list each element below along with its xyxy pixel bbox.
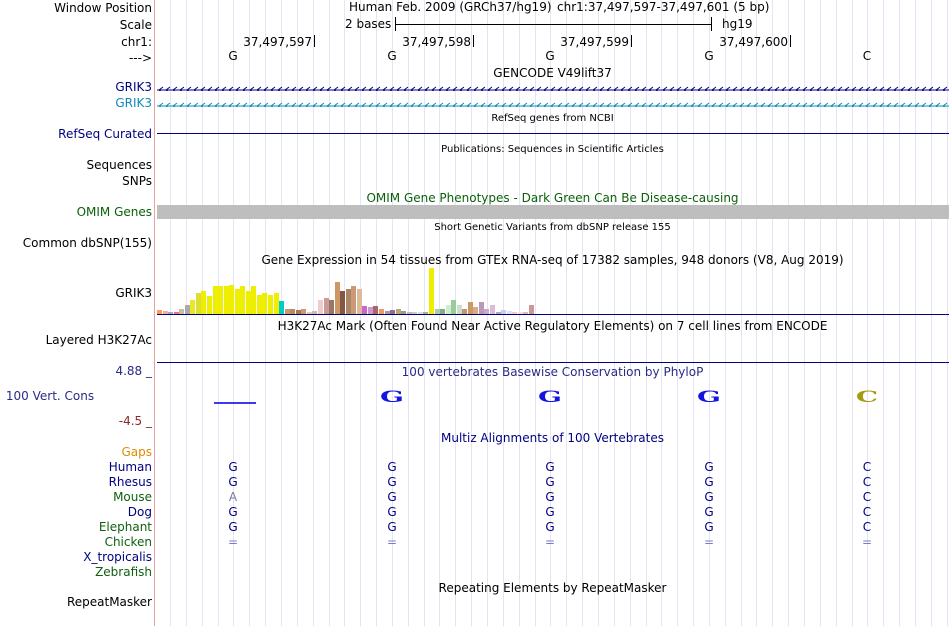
alignment-base: G [387,505,397,519]
track-label-grik3-gencode[interactable]: GRIK3 [115,80,152,94]
conservation-base: C [855,387,879,406]
db-name: hg19 [722,17,753,31]
ruler-position-label: 37,497,600 [719,35,788,49]
alignment-base: G [704,505,714,519]
alignment-base: = [386,535,398,549]
alignment-base: G [545,475,555,489]
gtex-track-title: Gene Expression in 54 tissues from GTEx RNA-seq of 17382 samples, 948 donors (V8, Aug 2019) [261,253,844,267]
alignment-base: = [544,535,556,549]
alignment-base: G [228,505,238,519]
alignment-base: G [704,520,714,534]
gtex-tissue-bar[interactable] [373,306,378,314]
alignment-base: C [862,490,872,504]
conservation-base: G [538,387,562,406]
gtex-tissue-bar[interactable] [362,306,367,314]
h3k27ac-baseline [157,362,949,363]
alignment-base: G [704,490,714,504]
gtex-tissue-bar[interactable] [190,300,195,314]
alignment-base: = [861,535,873,549]
scale-text: 2 bases [345,17,392,31]
gtex-tissue-bar[interactable] [218,286,223,314]
reference-base: C [862,49,872,63]
alignment-base: G [228,520,238,534]
gtex-baseline [157,314,949,315]
track-label-phylop[interactable]: 100 Vert. Cons [5,389,95,403]
alignment-base: C [862,505,872,519]
scale-bar-left-end [395,17,396,31]
phylop-min-label: -4.5 _ [118,414,152,428]
omim-gene-bar[interactable] [157,205,949,219]
grik3-gene-2-arrows [157,102,949,107]
track-label-omim[interactable]: OMIM Genes [76,205,152,219]
conservation-base: G [380,387,404,406]
alignment-base: G [228,460,238,474]
track-label-refseq[interactable]: RefSeq Curated [58,127,152,141]
phylop-first-base-mark [214,402,256,404]
gtex-tissue-bar[interactable] [451,300,456,314]
alignment-base: G [387,490,397,504]
species-label: Elephant [98,520,152,534]
alignment-base: G [545,520,555,534]
gtex-tissue-bar[interactable] [318,300,323,314]
alignment-base: = [703,535,715,549]
publications-track-title: Publications: Sequences in Scientific Articles [441,144,664,155]
phylop-track-title: 100 vertebrates Basewise Conservation by PhyloP [401,365,704,379]
scale-bar-right-end [711,17,712,31]
alignment-base: G [387,475,397,489]
gtex-tissue-bar[interactable] [201,291,206,314]
gtex-tissue-bar[interactable] [262,293,267,314]
phylop-max-label: 4.88 _ [115,364,152,378]
alignment-base: G [545,460,555,474]
species-label: Chicken [104,535,152,549]
scale-label: Scale [119,18,152,32]
gtex-tissue-bar[interactable] [473,307,478,314]
gtex-tissue-bar[interactable] [279,301,284,314]
grik3-gene-2[interactable] [157,99,949,107]
ruler-position-label: 37,497,598 [402,35,471,49]
track-labels-column [0,0,152,626]
reference-base: G [228,49,238,63]
gtex-tissue-bar[interactable] [340,291,345,314]
dbsnp-track-title: Short Genetic Variants from dbSNP release 155 [434,222,671,233]
gtex-tissue-bar[interactable] [229,285,234,314]
gencode-track-title: GENCODE V49lift37 [493,66,612,80]
track-label-dbsnp[interactable]: Common dbSNP(155) [22,236,152,250]
gtex-tissue-bar[interactable] [351,286,356,314]
alignment-base: = [227,535,239,549]
ruler-position-label: 37,497,597 [243,35,312,49]
window-coords: chr1:37,497,597-37,497,601 (5 bp) [557,0,770,14]
reference-base: G [704,49,714,63]
reference-base: G [387,49,397,63]
track-label-h3k27ac[interactable]: Layered H3K27Ac [45,333,152,347]
gtex-tissue-bar[interactable] [429,268,434,314]
gtex-tissue-bar[interactable] [529,305,534,314]
track-label-divider [154,0,155,626]
ruler-position-label: 37,497,599 [560,35,629,49]
reference-base: G [545,49,555,63]
conservation-base: G [697,387,721,406]
gtex-tissue-bar[interactable] [329,300,334,314]
species-label: Zebrafish [95,565,152,579]
refseq-gene-line[interactable] [157,133,949,134]
multiz-track-title: Multiz Alignments of 100 Vertebrates [440,431,665,445]
species-label: Rhesus [108,475,152,489]
alignment-base: G [228,475,238,489]
scale-bar [395,24,712,25]
alignment-base: G [704,475,714,489]
alignment-base: C [862,460,872,474]
assembly-name: Human Feb. 2009 (GRCh37/hg19) [349,0,552,14]
h3k27ac-track-title: H3K27Ac Mark (Often Found Near Active Regulatory Elements) on 7 cell lines from ENCODE [277,319,828,333]
gtex-tissue-bar[interactable] [207,296,212,314]
track-label-repeatmasker[interactable]: RepeatMasker [66,595,152,609]
track-label-snps[interactable]: SNPs [122,174,152,188]
track-label-grik3-gencode-alt[interactable]: GRIK3 [115,96,152,110]
ruler-tick [473,35,474,47]
ruler-tick [631,35,632,47]
grik3-gene-1-arrows [157,86,949,91]
chrom-label: chr1: [121,35,152,49]
species-label: Human [108,460,152,474]
window-position-label: Window Position [54,1,152,15]
alignment-base: G [704,460,714,474]
alignment-base: G [387,460,397,474]
omim-track-title: OMIM Gene Phenotypes - Dark Green Can Be Disease-causing [366,191,739,205]
gtex-bar-chart[interactable] [157,268,949,314]
alignment-base: G [387,520,397,534]
refseq-track-title: RefSeq genes from NCBI [491,113,614,124]
gtex-tissue-bar[interactable] [251,286,256,314]
gtex-tissue-bar[interactable] [490,305,495,314]
repeatmasker-track-title: Repeating Elements by RepeatMasker [438,581,667,595]
alignment-base: C [862,520,872,534]
alignment-base: C [862,475,872,489]
ruler-tick [314,35,315,47]
alignment-base: G [545,505,555,519]
species-label: Mouse [113,490,152,504]
track-label-gaps: Gaps [121,445,152,459]
grik3-gene-1[interactable] [157,83,949,91]
alignment-base: A [228,490,238,504]
track-label-gtex[interactable]: GRIK3 [115,286,152,300]
ruler-tick [790,35,791,47]
gtex-tissue-bar[interactable] [240,286,245,314]
gtex-tissue-bar[interactable] [268,295,273,314]
strand-label: ---> [128,51,152,65]
track-label-sequences[interactable]: Sequences [86,158,152,172]
species-label: Dog [127,505,152,519]
species-label: X_tropicalis [83,550,152,564]
alignment-base: G [545,490,555,504]
